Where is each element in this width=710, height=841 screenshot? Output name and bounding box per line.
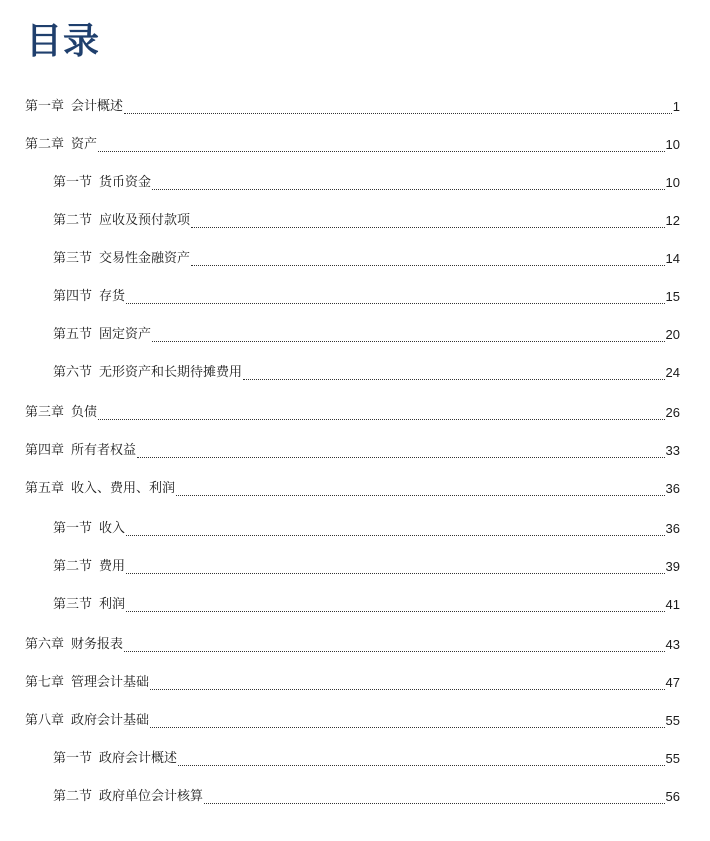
dot-leader (204, 803, 665, 804)
toc-entry-label: 政府单位会计核算 (99, 789, 204, 804)
toc-entry-heading (25, 99, 123, 115)
dot-leader (126, 573, 665, 574)
toc-entry-label: 费用 (99, 559, 126, 574)
toc-entry-page-number: 47 (665, 675, 680, 690)
toc-entry-heading (25, 137, 97, 153)
toc-entry-page-number: 39 (665, 559, 680, 574)
toc-chapter-entry[interactable] (0, 710, 710, 732)
toc-entry-heading (53, 521, 125, 537)
toc-entry-number: 第一节 (53, 521, 93, 536)
toc-entry-number: 第三节 (53, 597, 93, 612)
toc-section-entry[interactable] (0, 786, 710, 808)
toc-chapter-entry[interactable] (0, 672, 710, 694)
toc-section-entry[interactable] (0, 210, 710, 232)
toc-entry-heading (53, 289, 125, 305)
toc-entry-number: 第三节 (53, 251, 93, 266)
toc-entry-page-number: 24 (665, 365, 680, 380)
toc-entry-page-number: 56 (665, 789, 680, 804)
toc-entry-label: 政府会计基础 (71, 713, 150, 728)
toc-entry-number: 第五节 (53, 327, 93, 342)
toc-entry-label: 财务报表 (71, 637, 124, 652)
toc-entry-label: 会计概述 (71, 99, 124, 114)
toc-entry-label: 货币资金 (99, 175, 152, 190)
toc-entry-label: 利润 (99, 597, 126, 612)
toc-entry-label: 资产 (71, 137, 98, 152)
toc-entry-page-number: 36 (665, 521, 680, 536)
dot-leader (191, 227, 665, 228)
dot-leader (126, 535, 665, 536)
toc-entry-number: 第二节 (53, 213, 93, 228)
toc-entry-page-number: 20 (665, 327, 680, 342)
toc-entry-label: 管理会计基础 (71, 675, 150, 690)
toc-entry-heading (53, 751, 177, 767)
toc-entry-label: 所有者权益 (71, 443, 137, 458)
toc-entry-page-number: 15 (665, 289, 680, 304)
toc-entry-page-number: 10 (665, 175, 680, 190)
toc-entry-page-number: 14 (665, 251, 680, 266)
toc-entry-heading (25, 481, 175, 497)
dot-leader (124, 651, 665, 652)
toc-section-entry[interactable] (0, 594, 710, 616)
toc-entry-heading (25, 675, 149, 691)
toc-entry-label: 应收及预付款项 (99, 213, 191, 228)
toc-entry-page-number: 43 (665, 637, 680, 652)
toc-entry-number: 第四章 (25, 443, 65, 458)
dot-leader (150, 689, 665, 690)
toc-entry-number: 第五章 (25, 481, 65, 496)
toc-entry-number: 第二章 (25, 137, 65, 152)
dot-leader (98, 419, 665, 420)
toc-entry-page-number: 26 (665, 405, 680, 420)
dot-leader (98, 151, 665, 152)
toc-entry-heading (53, 365, 242, 381)
toc-entry-label: 交易性金融资产 (99, 251, 191, 266)
toc-entry-label: 负债 (71, 405, 98, 420)
dot-leader (191, 265, 665, 266)
toc-section-entry[interactable] (0, 518, 710, 540)
toc-entry-number: 第六章 (25, 637, 65, 652)
toc-entry-page-number: 41 (665, 597, 680, 612)
toc-entry-heading (53, 175, 151, 191)
toc-entry-heading (53, 251, 190, 267)
page-title: 目录 (26, 21, 101, 62)
toc-entry-page-number: 10 (665, 137, 680, 152)
toc-entry-label: 收入 (99, 521, 126, 536)
toc-chapter-entry[interactable] (0, 134, 710, 156)
toc-chapter-entry[interactable] (0, 478, 710, 500)
toc-section-entry[interactable] (0, 748, 710, 770)
dot-leader (176, 495, 665, 496)
dot-leader (243, 379, 665, 380)
toc-entry-page-number: 33 (665, 443, 680, 458)
dot-leader (150, 727, 665, 728)
dot-leader (137, 457, 665, 458)
toc-entry-label: 无形资产和长期待摊费用 (99, 365, 243, 380)
dot-leader (152, 341, 665, 342)
toc-entry-heading (25, 637, 123, 653)
toc-entry-label: 政府会计概述 (99, 751, 178, 766)
toc-entry-number: 第二节 (53, 789, 93, 804)
toc-entry-heading (53, 559, 125, 575)
toc-section-entry[interactable] (0, 362, 710, 384)
toc-entry-heading (53, 597, 125, 613)
toc-entry-page-number: 55 (665, 713, 680, 728)
toc-entry-heading (53, 327, 151, 343)
toc-entry-page-number: 36 (665, 481, 680, 496)
toc-entry-number: 第三章 (25, 405, 65, 420)
toc-section-entry[interactable] (0, 324, 710, 346)
toc-chapter-entry[interactable] (0, 96, 710, 118)
dot-leader (178, 765, 665, 766)
toc-section-entry[interactable] (0, 172, 710, 194)
toc-entry-heading (25, 405, 97, 421)
toc-entry-number: 第四节 (53, 289, 93, 304)
toc-chapter-entry[interactable] (0, 402, 710, 424)
toc-entry-heading (53, 213, 190, 229)
toc-section-entry[interactable] (0, 556, 710, 578)
dot-leader (126, 303, 665, 304)
toc-chapter-entry[interactable] (0, 634, 710, 656)
toc-entry-heading (25, 443, 136, 459)
toc-section-entry[interactable] (0, 248, 710, 270)
toc-entry-number: 第七章 (25, 675, 65, 690)
toc-entry-number: 第二节 (53, 559, 93, 574)
toc-entry-number: 第八章 (25, 713, 65, 728)
toc-entry-label: 固定资产 (99, 327, 152, 342)
toc-entry-number: 第一章 (25, 99, 65, 114)
toc-entry-number: 第六节 (53, 365, 93, 380)
toc-entry-page-number: 12 (665, 213, 680, 228)
dot-leader (152, 189, 665, 190)
toc-entry-label: 存货 (99, 289, 126, 304)
toc-entry-number: 第一节 (53, 751, 93, 766)
toc-entry-heading (53, 789, 203, 805)
toc-entry-page-number: 1 (672, 99, 680, 114)
toc-entry-page-number: 55 (665, 751, 680, 766)
toc-entry-label: 收入、费用、利润 (71, 481, 176, 496)
toc-section-entry[interactable] (0, 286, 710, 308)
toc-chapter-entry[interactable] (0, 440, 710, 462)
dot-leader (124, 113, 672, 114)
toc-entry-heading (25, 713, 149, 729)
dot-leader (126, 611, 665, 612)
toc-entry-number: 第一节 (53, 175, 93, 190)
